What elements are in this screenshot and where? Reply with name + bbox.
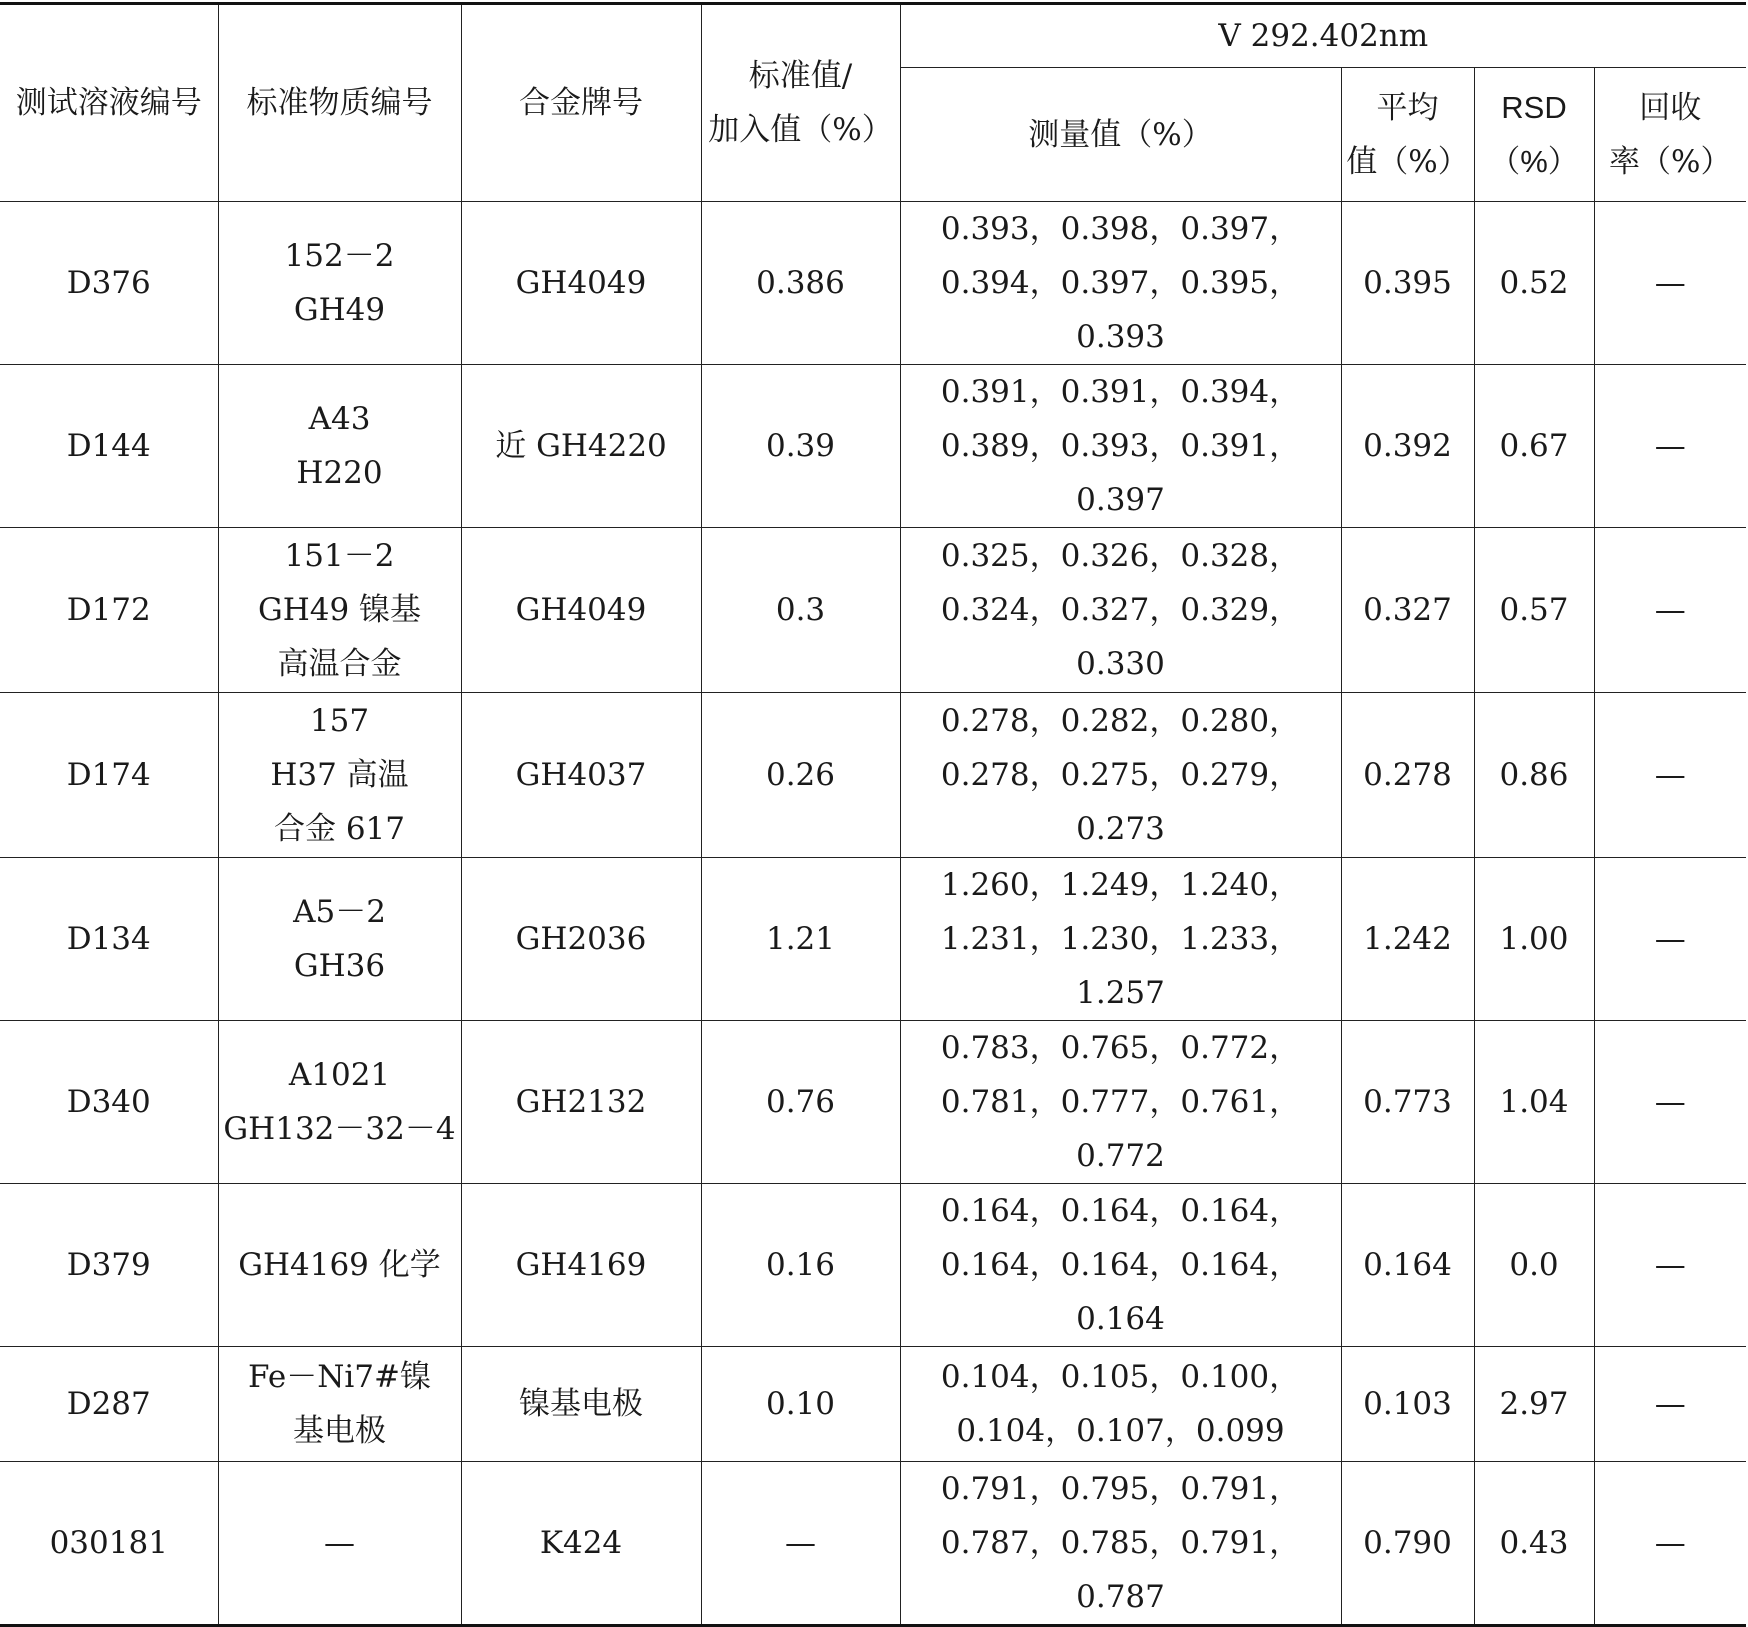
cell-measured: 0.164，0.164，0.164， 0.164，0.164，0.164，0.164 bbox=[900, 1184, 1341, 1347]
cell-measured: 0.325，0.326，0.328， 0.324，0.327，0.329，0.330 bbox=[900, 528, 1341, 693]
cell-standard-value: 0.10 bbox=[701, 1347, 900, 1462]
cell-standard-value: 0.26 bbox=[701, 693, 900, 858]
cell-measured: 0.791，0.795，0.791， 0.787，0.785，0.791，0.787 bbox=[900, 1462, 1341, 1626]
cell-recovery: — bbox=[1594, 1462, 1746, 1626]
cell-alloy-grade: GH2132 bbox=[461, 1021, 701, 1184]
cell-solution-id: D340 bbox=[0, 1021, 218, 1184]
cell-solution-id: D174 bbox=[0, 693, 218, 858]
cell-measured: 0.783，0.765，0.772， 0.781，0.777，0.761，0.772 bbox=[900, 1021, 1341, 1184]
cell-recovery: — bbox=[1594, 202, 1746, 365]
table-row bbox=[0, 1184, 1746, 1347]
results-table bbox=[0, 2, 1746, 1627]
cell-rsd: 0.57 bbox=[1474, 528, 1594, 693]
table-row bbox=[0, 1462, 1746, 1626]
cell-mean: 0.392 bbox=[1341, 365, 1474, 528]
cell-rsd: 1.04 bbox=[1474, 1021, 1594, 1184]
cell-standard-value: 1.21 bbox=[701, 858, 900, 1021]
cell-mean: 0.327 bbox=[1341, 528, 1474, 693]
cell-mean: 0.790 bbox=[1341, 1462, 1474, 1626]
cell-mean: 0.164 bbox=[1341, 1184, 1474, 1347]
cell-recovery: — bbox=[1594, 1347, 1746, 1462]
header-standard-id: 标准物质编号 bbox=[218, 4, 461, 202]
cell-standard-value: 0.3 bbox=[701, 528, 900, 693]
cell-mean: 0.395 bbox=[1341, 202, 1474, 365]
cell-mean: 0.103 bbox=[1341, 1347, 1474, 1462]
cell-rsd: 0.86 bbox=[1474, 693, 1594, 858]
header-solution-id: 测试溶液编号 bbox=[0, 4, 218, 202]
cell-solution-id: D134 bbox=[0, 858, 218, 1021]
table-row bbox=[0, 365, 1746, 528]
cell-standard-id: Fe－Ni7#镍 基电极 bbox=[218, 1347, 461, 1462]
cell-standard-id: A1021 GH132－32－4 bbox=[218, 1021, 461, 1184]
cell-alloy-grade: GH4037 bbox=[461, 693, 701, 858]
cell-measured: 1.260，1.249，1.240， 1.231，1.230，1.233，1.257 bbox=[900, 858, 1341, 1021]
cell-solution-id: D172 bbox=[0, 528, 218, 693]
cell-rsd: 0.0 bbox=[1474, 1184, 1594, 1347]
cell-alloy-grade: GH2036 bbox=[461, 858, 701, 1021]
cell-measured: 0.278，0.282，0.280， 0.278，0.275，0.279，0.273 bbox=[900, 693, 1341, 858]
cell-rsd: 0.67 bbox=[1474, 365, 1594, 528]
cell-recovery: — bbox=[1594, 365, 1746, 528]
cell-recovery: — bbox=[1594, 693, 1746, 858]
cell-rsd: 1.00 bbox=[1474, 858, 1594, 1021]
cell-standard-id: 151－2 GH49 镍基 高温合金 bbox=[218, 528, 461, 693]
table-row bbox=[0, 693, 1746, 858]
cell-measured: 0.104，0.105，0.100， 0.104，0.107，0.099 bbox=[900, 1347, 1341, 1462]
cell-recovery: — bbox=[1594, 1021, 1746, 1184]
cell-standard-id: — bbox=[218, 1462, 461, 1626]
cell-alloy-grade: GH4049 bbox=[461, 202, 701, 365]
header-rsd: RSD （%） bbox=[1474, 68, 1594, 202]
cell-measured: 0.391，0.391，0.394， 0.389，0.393，0.391，0.397 bbox=[900, 365, 1341, 528]
cell-standard-value: 0.39 bbox=[701, 365, 900, 528]
cell-alloy-grade: 近 GH4220 bbox=[461, 365, 701, 528]
table-row bbox=[0, 1021, 1746, 1184]
cell-solution-id: D144 bbox=[0, 365, 218, 528]
cell-alloy-grade: GH4169 bbox=[461, 1184, 701, 1347]
cell-mean: 0.278 bbox=[1341, 693, 1474, 858]
cell-mean: 1.242 bbox=[1341, 858, 1474, 1021]
table-row bbox=[0, 202, 1746, 365]
cell-alloy-grade: K424 bbox=[461, 1462, 701, 1626]
cell-standard-id: 152－2 GH49 bbox=[218, 202, 461, 365]
cell-alloy-grade: 镍基电极 bbox=[461, 1347, 701, 1462]
header-row-top bbox=[0, 4, 1746, 68]
header-recovery: 回收 率（%） bbox=[1594, 68, 1746, 202]
cell-solution-id: D287 bbox=[0, 1347, 218, 1462]
cell-standard-value: 0.386 bbox=[701, 202, 900, 365]
cell-standard-id: A43 H220 bbox=[218, 365, 461, 528]
cell-standard-id: 157 H37 高温 合金 617 bbox=[218, 693, 461, 858]
cell-measured: 0.393，0.398，0.397， 0.394，0.397，0.395，0.393 bbox=[900, 202, 1341, 365]
cell-rsd: 0.52 bbox=[1474, 202, 1594, 365]
header-measured: 测量值（%） bbox=[900, 68, 1341, 202]
cell-standard-id: GH4169 化学 bbox=[218, 1184, 461, 1347]
cell-rsd: 0.43 bbox=[1474, 1462, 1594, 1626]
cell-recovery: — bbox=[1594, 528, 1746, 693]
cell-alloy-grade: GH4049 bbox=[461, 528, 701, 693]
cell-standard-value: 0.76 bbox=[701, 1021, 900, 1184]
header-alloy-grade: 合金牌号 bbox=[461, 4, 701, 202]
cell-solution-id: 030181 bbox=[0, 1462, 218, 1626]
cell-rsd: 2.97 bbox=[1474, 1347, 1594, 1462]
table-row bbox=[0, 1347, 1746, 1462]
header-group-v-line: V 292.402nm bbox=[900, 4, 1746, 68]
cell-standard-id: A5－2 GH36 bbox=[218, 858, 461, 1021]
header-mean: 平均 值（%） bbox=[1341, 68, 1474, 202]
cell-standard-value: 0.16 bbox=[701, 1184, 900, 1347]
table-row bbox=[0, 858, 1746, 1021]
table-row bbox=[0, 528, 1746, 693]
cell-recovery: — bbox=[1594, 858, 1746, 1021]
cell-solution-id: D376 bbox=[0, 202, 218, 365]
header-standard-value: 标准值/ 加入值（%） bbox=[701, 4, 900, 202]
cell-standard-value: — bbox=[701, 1462, 900, 1626]
cell-recovery: — bbox=[1594, 1184, 1746, 1347]
cell-mean: 0.773 bbox=[1341, 1021, 1474, 1184]
cell-solution-id: D379 bbox=[0, 1184, 218, 1347]
